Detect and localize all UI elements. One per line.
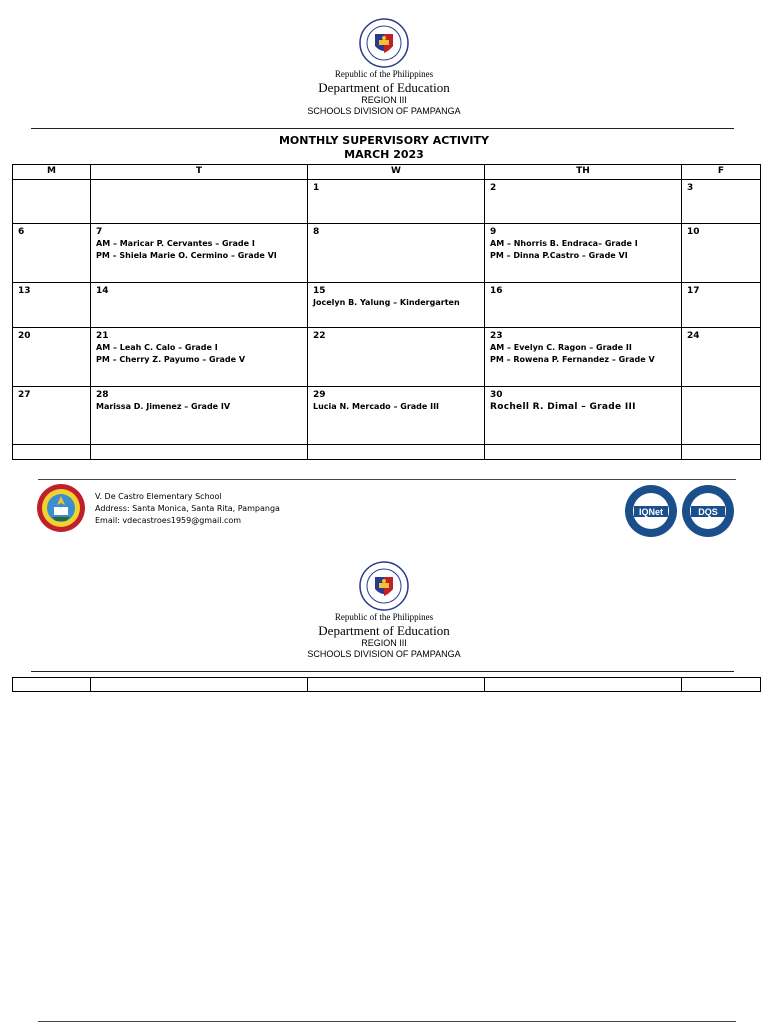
day-number: 17 xyxy=(687,286,700,296)
calendar-day-cell xyxy=(308,445,485,460)
calendar-week-row xyxy=(13,224,761,283)
schedule-title: MONTHLY SUPERVISORY ACTIVITY xyxy=(278,134,489,147)
calendar-cell-content xyxy=(13,445,90,447)
day-header-friday: F xyxy=(682,165,761,180)
calendar-week-row xyxy=(13,445,761,460)
visit-note: AM – Maricar P. Cervantes – Grade I xyxy=(96,239,255,248)
day-number: 15 xyxy=(313,286,326,296)
calendar-cell-content xyxy=(91,387,307,413)
day-number: 27 xyxy=(18,390,31,400)
calendar-day-cell xyxy=(13,180,91,224)
day-header-wednesday: W xyxy=(308,165,485,180)
day-header-thursday: TH xyxy=(485,165,682,180)
schedule-month: MARCH 2023 xyxy=(344,148,424,161)
header-divider xyxy=(31,128,734,129)
school-info xyxy=(95,491,280,527)
empty-cell xyxy=(13,678,91,692)
calendar-day-cell xyxy=(682,387,761,445)
calendar-cell-content xyxy=(485,445,681,447)
deped-seal-icon xyxy=(359,561,409,611)
division-label: SCHOOLS DIVISION OF PAMPANGA xyxy=(307,649,461,659)
department-label: Department of Education xyxy=(318,623,450,638)
calendar-cell-content xyxy=(308,180,484,194)
day-number: 10 xyxy=(687,227,700,237)
visit-note: PM – Dinna P.Castro – Grade VI xyxy=(490,251,628,260)
day-number: 13 xyxy=(18,286,31,296)
calendar-cell-content xyxy=(682,283,760,297)
day-number: 1 xyxy=(313,183,320,193)
republic-label: Republic of the Philippines xyxy=(334,69,434,79)
visit-note: Jocelyn B. Yalung – Kindergarten xyxy=(313,298,460,307)
calendar-day-cell xyxy=(308,387,485,445)
calendar-cell-content xyxy=(13,387,90,401)
calendar-cell-content xyxy=(485,328,681,366)
day-number: 9 xyxy=(490,227,497,237)
empty-cell xyxy=(485,678,682,692)
calendar-day-cell xyxy=(91,387,308,445)
day-number: 24 xyxy=(687,331,700,341)
calendar-day-cell xyxy=(308,224,485,283)
day-number: 20 xyxy=(18,331,31,341)
calendar-cell-content xyxy=(308,283,484,309)
calendar-cell-content xyxy=(91,224,307,262)
calendar-day-cell xyxy=(91,283,308,328)
school-address: Address: Santa Monica, Santa Rita, Pampanga xyxy=(95,504,280,513)
schedule-title-block xyxy=(0,134,768,162)
calendar-day-cell xyxy=(682,445,761,460)
calendar-day-cell xyxy=(91,180,308,224)
calendar-week-row xyxy=(13,387,761,445)
calendar-day-cell xyxy=(485,328,682,387)
school-footer xyxy=(36,483,736,535)
visit-note: PM – Shiela Marie O. Cermino – Grade VI xyxy=(96,251,277,260)
letterhead xyxy=(0,18,768,117)
calendar-day-cell xyxy=(485,224,682,283)
calendar-cell-content xyxy=(682,328,760,342)
calendar-cell-content xyxy=(682,445,760,447)
visit-note: PM – Rowena P. Fernandez – Grade V xyxy=(490,355,655,364)
calendar-header-row xyxy=(13,165,761,180)
day-number: 22 xyxy=(313,331,326,341)
deped-seal-icon xyxy=(359,18,409,68)
calendar-day-cell xyxy=(13,328,91,387)
calendar-day-cell xyxy=(13,224,91,283)
letterhead-page-2 xyxy=(0,561,768,660)
school-email: Email: vdecastroes1959@gmail.com xyxy=(95,516,242,525)
calendar-cell-content xyxy=(682,224,760,238)
day-number: 30 xyxy=(490,390,503,400)
footer-divider xyxy=(38,479,736,480)
calendar-cell-content xyxy=(485,283,681,297)
dqs-certified-icon xyxy=(681,484,735,538)
calendar-cell-content xyxy=(91,445,307,447)
calendar-day-cell xyxy=(682,328,761,387)
day-number: 23 xyxy=(490,331,503,341)
day-number: 14 xyxy=(96,286,109,296)
calendar-cell-content xyxy=(13,180,90,182)
school-name: V. De Castro Elementary School xyxy=(95,492,222,501)
visit-note: Rochell R. Dimal – Grade III xyxy=(490,402,636,412)
calendar-day-cell xyxy=(308,283,485,328)
day-number: 21 xyxy=(96,331,109,341)
calendar-cell-content xyxy=(682,387,760,389)
calendar-cell-content xyxy=(13,328,90,342)
calendar-day-cell xyxy=(682,283,761,328)
visit-note: Marissa D. Jimenez – Grade IV xyxy=(96,402,231,411)
calendar-day-cell xyxy=(485,283,682,328)
calendar-cell-content xyxy=(485,224,681,262)
header-divider-page-2 xyxy=(31,671,734,672)
calendar-cell-content xyxy=(308,224,484,238)
calendar-week-row xyxy=(13,328,761,387)
calendar-day-cell xyxy=(682,224,761,283)
day-header-monday: M xyxy=(13,165,91,180)
region-label: REGION III xyxy=(361,638,407,648)
visit-note: Lucia N. Mercado – Grade III xyxy=(313,402,440,411)
calendar-week-row xyxy=(13,180,761,224)
region-label: REGION III xyxy=(361,95,407,105)
calendar-cell-content xyxy=(682,180,760,194)
calendar-day-cell xyxy=(91,445,308,460)
calendar-day-cell xyxy=(308,328,485,387)
department-label: Department of Education xyxy=(318,80,450,95)
day-number: 8 xyxy=(313,227,320,237)
calendar-day-cell xyxy=(485,180,682,224)
calendar-day-cell xyxy=(485,387,682,445)
day-number: 29 xyxy=(313,390,326,400)
visit-note: PM – Cherry Z. Payumo – Grade V xyxy=(96,355,246,364)
visit-note: AM – Leah C. Calo – Grade I xyxy=(96,343,218,352)
calendar-cell-content xyxy=(13,224,90,238)
calendar-continuation-row xyxy=(12,677,761,692)
empty-table-row xyxy=(13,678,761,692)
day-number: 6 xyxy=(18,227,25,237)
day-number: 2 xyxy=(490,183,497,193)
iqnet-certified-icon xyxy=(624,484,678,538)
calendar-cell-content xyxy=(91,283,307,297)
calendar-day-cell xyxy=(91,328,308,387)
calendar-cell-content xyxy=(91,328,307,366)
calendar-cell-content xyxy=(308,445,484,447)
calendar-cell-content xyxy=(91,180,307,182)
calendar-day-cell xyxy=(13,283,91,328)
day-header-tuesday: T xyxy=(91,165,308,180)
calendar-day-cell xyxy=(682,180,761,224)
visit-note: AM – Evelyn C. Ragon – Grade II xyxy=(490,343,632,352)
calendar-day-cell xyxy=(13,387,91,445)
division-label: SCHOOLS DIVISION OF PAMPANGA xyxy=(307,106,461,116)
calendar-cell-content xyxy=(308,328,484,342)
visit-note: AM – Nhorris B. Endraca– Grade I xyxy=(490,239,638,248)
empty-cell xyxy=(682,678,761,692)
calendar-cell-content xyxy=(485,387,681,413)
calendar-day-cell xyxy=(485,445,682,460)
calendar-week-row xyxy=(13,283,761,328)
svg-text:DQS: DQS xyxy=(698,507,718,517)
calendar-day-cell xyxy=(13,445,91,460)
day-number: 16 xyxy=(490,286,503,296)
empty-cell xyxy=(91,678,308,692)
calendar-day-cell xyxy=(91,224,308,283)
calendar-cell-content xyxy=(13,283,90,297)
republic-label: Republic of the Philippines xyxy=(334,612,434,622)
empty-cell xyxy=(308,678,485,692)
day-number: 28 xyxy=(96,390,109,400)
calendar-table xyxy=(12,164,761,460)
day-number: 7 xyxy=(96,227,103,237)
calendar-cell-content xyxy=(308,387,484,413)
school-logo-icon xyxy=(36,483,86,533)
page-bottom-divider xyxy=(38,1021,736,1022)
day-number: 3 xyxy=(687,183,694,193)
svg-text:IQNet: IQNet xyxy=(638,507,664,517)
calendar-day-cell xyxy=(308,180,485,224)
calendar-cell-content xyxy=(485,180,681,194)
